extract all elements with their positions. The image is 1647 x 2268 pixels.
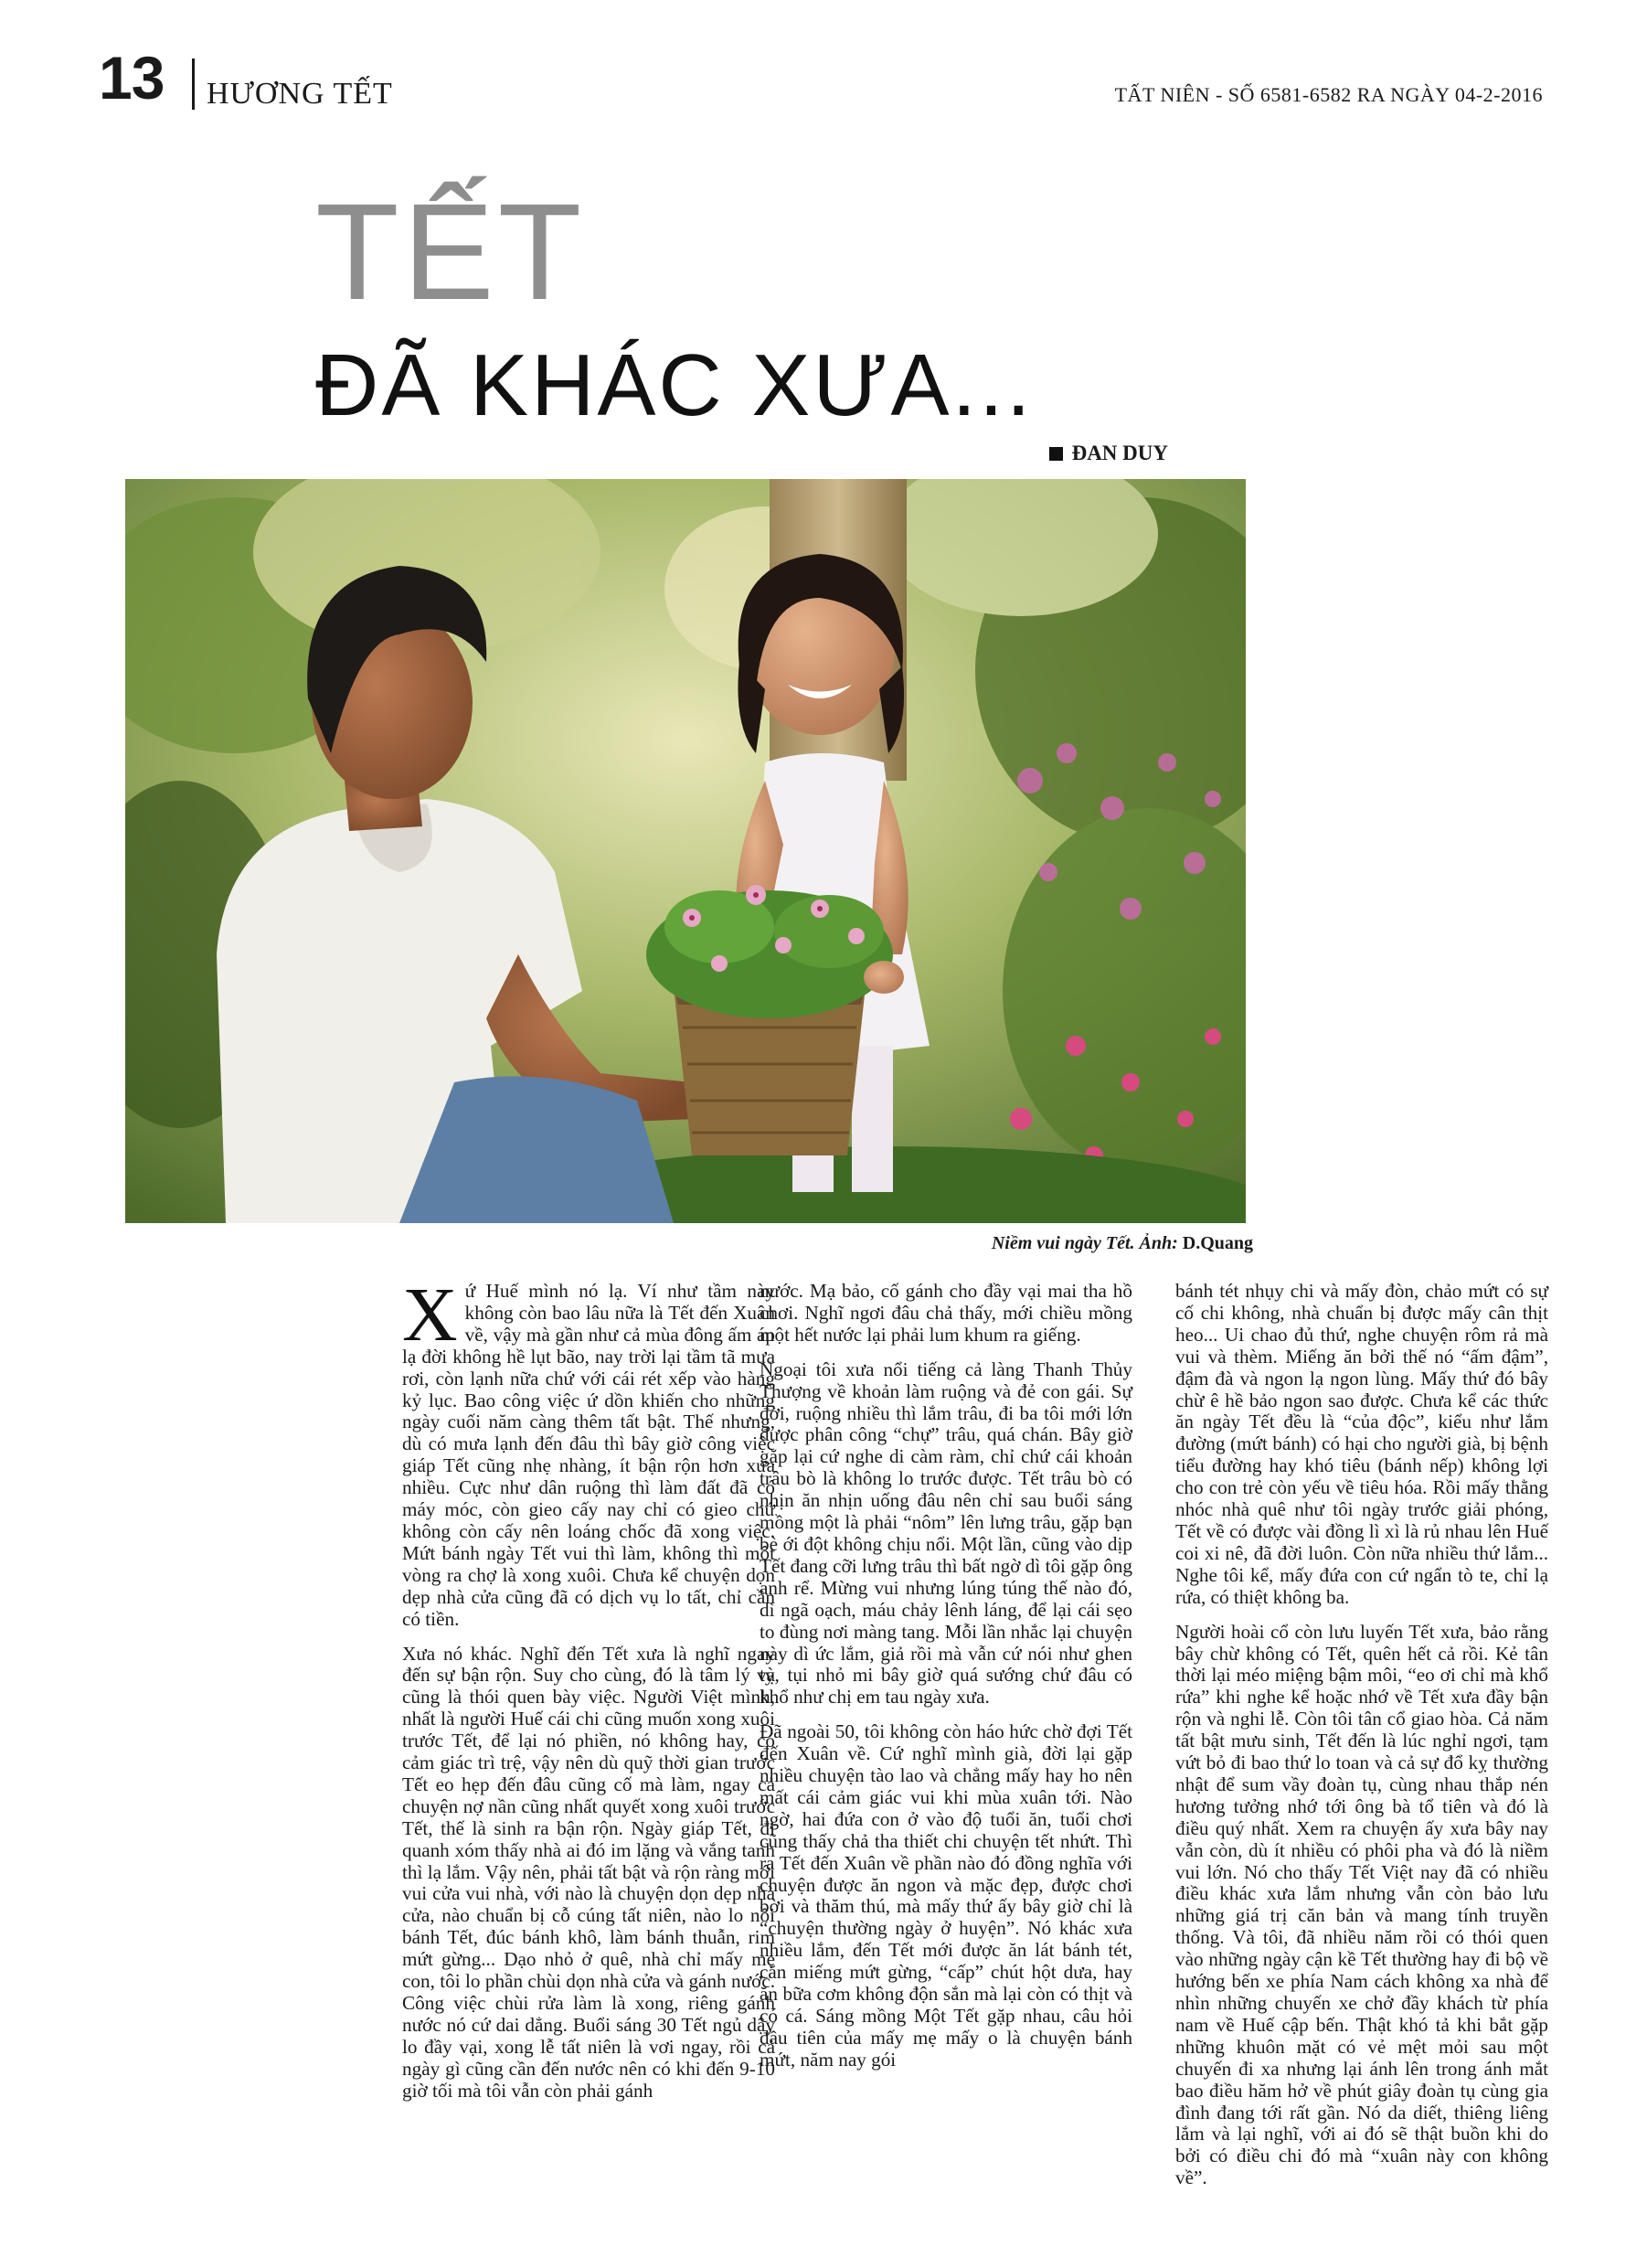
author-name: ĐAN DUY [1071, 442, 1168, 464]
article-column-3 [1175, 1281, 1548, 2202]
paragraph-text: ứ Huế mình nó lạ. Ví như tầm này không còn bao lâu nữa là Tết đến Xuân về, vậy mà gần như cả mùa đông ấm áp lạ đời không hề lụt bão, nay trời lại tầm tã mưa rơi, còn lạnh nữa chứ với cái rét xếp vào hàng kỷ lục. Bao công việc ứ dồn khiến cho những ngày cuối năm càng thêm tất bật. Thế nhưng, dù có mưa lạnh đến đâu thì bây giờ công việc giáp Tết cũng nhẹ nhàng, ít bận rộn hơn xưa nhiều. Cực như dân ruộng thì làm đất đã có máy móc, còn gieo cấy nay chỉ có gieo chứ không còn cấy nên loáng chốc đã xong việc. Mứt bánh ngày Tết vui thì làm, không thì một vòng ra chợ là xong xuôi. Chưa kể chuyện dọn dẹp nhà cửa cũng đã có dịch vụ lo tất, chỉ cần có tiền. [402, 1280, 775, 1630]
paragraph: Xưa nó khác. Nghĩ đến Tết xưa là nghĩ ngay đến sự bận rộn. Suy cho cùng, đó là tâm lý và cũng là thói quen bày việc. Người Việt mình, nhất là người Huế cái chi cũng muốn xong xuôi trước Tết, để lại nó phiền, nó không hay, có cảm giác trì trệ, vậy nên dù quỹ thời gian trước Tết eo hẹp đến đâu cũng cố mà làm, ngay cả chuyện nợ nần cũng nhất quyết xong xuôi trước Tết, thế là sinh ra bận rộn. Ngày giáp Tết, đi quanh xóm thấy nhà ai đó im lặng và vắng tanh thì lạ lắm. Vậy nên, phải tất bật và rộn ràng mới vui cửa vui nhà, với nào là chuyện dọn dẹp nhà cửa, nào chuẩn bị cỗ cúng tất niên, nào lo nồi bánh Tết, đúc bánh khô, làm bánh thuẫn, rim mứt gừng... Dạo nhỏ ở quê, nhà chỉ mấy mẹ con, tôi lo phần chùi dọn nhà cửa và gánh nước. Công việc chùi rửa làm là xong, riêng gánh nước nó cứ dai dẳng. Buổi sáng 30 Tết ngủ dậy lo đầy vại, xong lễ tất niên là vơi ngay, rồi cả ngày gì cũng cần đến nước nên có khi đến 9-10 giờ tối mà tôi vẫn còn phải gánh [402, 1642, 775, 2102]
issue-info: TẤT NIÊN - SỐ 6581-6582 RA NGÀY 04-2-2016 [1114, 83, 1543, 106]
photo-caption [992, 1232, 1253, 1254]
headline-line-2: ĐÃ KHÁC XƯA... [315, 336, 1034, 434]
drop-cap: X [402, 1272, 458, 1358]
byline [1049, 442, 1168, 465]
caption-text: Niềm vui ngày Tết. Ảnh: [991, 1233, 1178, 1253]
page-number: 13 [99, 44, 165, 112]
page-header [0, 0, 1647, 128]
article-column-1 [402, 1272, 775, 2115]
header-divider [192, 59, 195, 110]
byline-square-icon [1049, 447, 1063, 461]
article-column-2 [760, 1281, 1132, 2084]
headline-line-1: TẾT [315, 175, 586, 328]
paragraph: Đã ngoài 50, tôi không còn háo hức chờ đợi Tết đến Xuân về. Cứ nghĩ mình già, đời lại gặp nhiều chuyện tào lao và chẳng mấy hay ho nên mất cái cảm giác vui khi mùa xuân tới. Nào ngờ, hai đứa con ở vào độ tuổi ăn, tuổi chơi cũng thấy chả tha thiết chi chuyện tết nhứt. Thì ra Tết đến Xuân về phần nào đó đồng nghĩa với chuyện được ăn ngon và mặc đẹp, được chơi bời và thăm thú, mà mấy thứ ấy bây giờ chỉ là “chuyện thường ngày ở huyện”. Nó khác xưa nhiều lắm, đến Tết mới được ăn lát bánh tét, cắn miếng mứt gừng, “cấp” chút hột dưa, hay ăn bữa cơm không độn sắn mà lại còn có thịt và có cá. Sáng mồng Một Tết gặp nhau, câu hỏi đầu tiên của mấy mẹ mấy o là chuyện bánh mứt, năm nay gói [760, 1720, 1132, 2071]
paragraph: bánh tét nhụy chi và mấy đòn, chảo mứt có sự cố chi không, nhà chuẩn bị được mấy cân thịt heo... Ui chao đủ thứ, nghe chuyện rôm rả mà vui và thèm. Miếng ăn bởi thế nó “ấm đậm”, đậm đà và ngon lạ ngon lùng. Mấy thứ đó bây chừ ê hề bảo ngon sao được. Chưa kể các thức ăn ngày Tết đều là “của độc”, kiểu như lắm đường (mứt bánh) có hại cho người già, bị bệnh tiểu đường hay khó tiêu (bánh nếp) không lợi cho con trẻ còn yếu về tiêu hóa. Rồi mấy thằng nhóc nhà quê như tôi ngày trước giải phóng, Tết về có được vài đồng lì xì là rủ nhau lên Huế coi xi nê, đã đời luôn. Còn nữa nhiều thứ lắm... Nghe tôi kể, mấy đứa con cứ ngẩn tò te, chỉ lạ rứa, có thiệt không ba. [1175, 1280, 1548, 1608]
paragraph [402, 1272, 775, 1631]
feature-photo [125, 479, 1246, 1223]
paragraph: Người hoài cổ còn lưu luyến Tết xưa, bảo rằng bây chừ không có Tết, quên hết cả rồi. Kẻ tân thời lại méo miệng bậm môi, “eo ơi chỉ mà khổ rứa” khi nghe kể hoặc nhớ về Tết xưa đầy bận rộn và nghi lễ. Còn tôi tân cổ giao hòa. Cả năm tất bật mưu sinh, Tết đến là lúc nghỉ ngơi, tạm vứt bỏ đi bao thứ lo toan và cả sự đổ kỵ thường nhật để sum vầy đoàn tụ, cùng nhau thắp nén hương tưởng nhớ tới ông bà tổ tiên và đó là điều quý nhất. Xem ra chuyện ấy xưa bây nay vẫn còn, dù ít nhiều có phôi pha và đó là niềm vui lớn. Nó cho thấy Tết Việt nay đã có nhiều điều khác xưa lắm nhưng vẫn còn bảo lưu những giá trị căn bản và mang tính truyền thống. Và tôi, đã nhiều năm rồi có thói quen vào những ngày cận kề Tết thường hay đi bộ về hướng bến xe phía Nam cách không xa nhà để nhìn những chuyến xe chở đầy khách từ phía nam về Huế cập bến. Thật khó tả khi bắt gặp những khuôn mặt có vẻ mệt mỏi sau một chuyến đi xa nhưng lại ánh lên trong ánh mắt bao điều hăm hở về phút giây đoàn tụ cùng gia đình đang tới rất gần. Nó da diết, thiêng liêng lắm và lại nghĩ, với ai đó sẽ thật buồn khi do bởi có điều chi đó mà “xuân này con không về”. [1175, 1620, 1548, 2189]
photo-credit: D.Quang [1182, 1233, 1253, 1253]
paragraph: Ngoại tôi xưa nổi tiếng cả làng Thanh Thủy Thượng về khoản làm ruộng và đẻ con gái. Sự đời, ruộng nhiều thì lắm trâu, đi ba tôi mới lớn được phân công “chự” trâu, quá chán. Bây giờ gặp lại cứ nghe di càm ràm, chỉ chứ cái khoản trâu bò là không lo trước được. Tết trâu bò có nhịn ăn nhịn uống đâu nên chỉ sau buổi sáng mồng một là phải “nôm” lên lưng trâu, gặp bạn bè ới đột không chịu nổi. Một lần, cũng vào dịp Tết đang cỡi lưng trâu thì bất ngờ dì tôi gặp ông anh rể. Mừng vui nhưng lúng túng thế nào đó, dì ngã oạch, máu chảy lênh láng, để lại cái sẹo to đùng nơi màng tang. Mỗi lần nhắc lại chuyện này dì ức lắm, giả rồi mà vẫn cứ nói như ghen tỵ, tụi nhỏ mi bây giờ quá sướng chứ đâu có khổ như chị em tau ngày xưa. [760, 1358, 1132, 1709]
paragraph: nước. Mạ bảo, cố gánh cho đầy vại mai tha hồ chơi. Nghĩ ngơi đâu chả thấy, mới chiều mồng một hết nước lại phải lum khum ra giếng. [760, 1280, 1132, 1346]
section-title: HƯƠNG TẾT [207, 77, 393, 111]
